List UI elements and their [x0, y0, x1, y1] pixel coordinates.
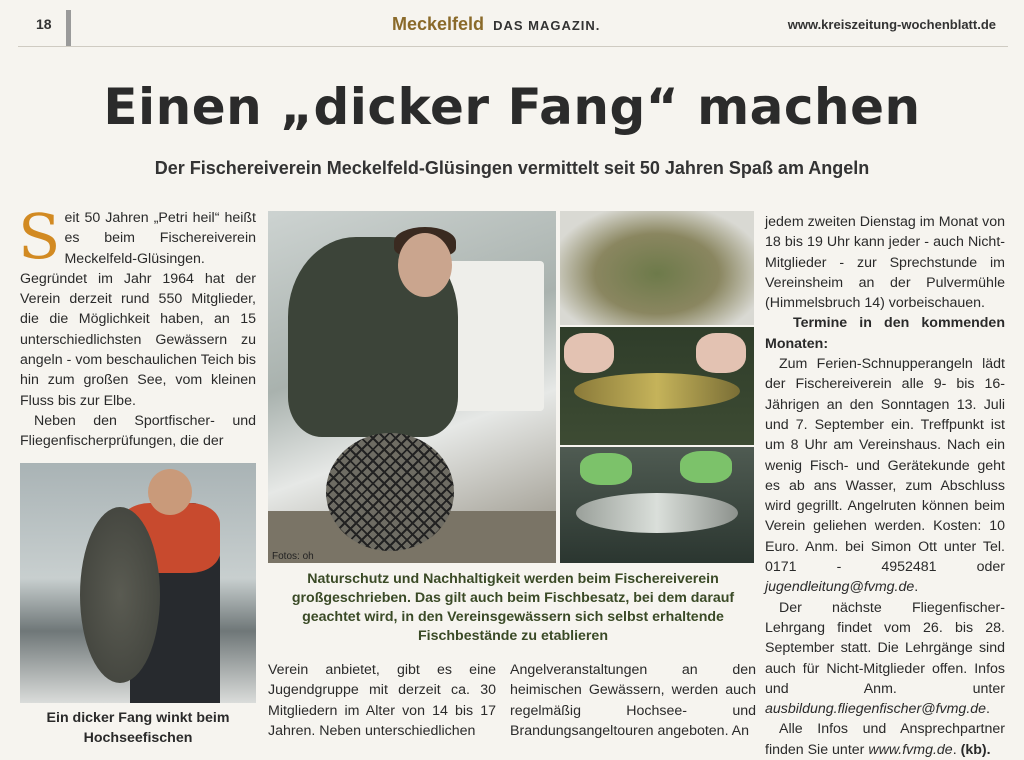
perch-fish — [574, 373, 740, 409]
halibut-fish — [80, 507, 160, 683]
header-url[interactable]: www.kreiszeitung-wochenblatt.de — [787, 17, 996, 32]
punctuation: . — [914, 579, 919, 596]
angler-face — [148, 469, 192, 515]
paragraph: Angelveranstaltungen an den heimischen Gewässern, werden auch regelmäßig Hochsee- und Brandungsangeltouren angeboten. An — [510, 662, 756, 739]
email-link[interactable]: ausbildung.fliegenfischer@fvmg.de — [765, 701, 987, 718]
paragraph: Neben den Sportfischer- und Fliegenfischerprüfungen, die der — [20, 412, 256, 450]
photo-caption-main: Naturschutz und Nachhaltigkeit werden beim Fischereiverein großgeschrieben. Das gilt auch beim Fischbesatz, bei dem darauf geachtet wird, in den Vereinsgewässern sich selbst erhaltende Fischbestände zu etablieren — [291, 571, 735, 644]
paragraph: Verein anbietet, gibt es eine Jugendgruppe mit derzeit ca. 30 Mitgliedern im Alter von 14 bis 17 Jahren. Neben unterschiedlichen — [268, 662, 496, 739]
photo-fish-pile — [560, 211, 754, 325]
punctuation: . — [952, 741, 961, 758]
magazine-name: Meckelfeld — [392, 14, 485, 34]
paragraph — [765, 598, 1005, 720]
text-column-1 — [18, 200, 256, 452]
text-column-4 — [765, 212, 1005, 760]
email-link[interactable]: jugendleitung@fvmg.de — [765, 579, 915, 596]
text-column-3 — [510, 660, 756, 741]
text-column-2 — [268, 660, 496, 741]
hand-left — [564, 333, 614, 373]
hand-right — [696, 333, 746, 373]
paragraph-text: eit 50 Jahren „Petri heil“ heißt es beim Fischereiverein Meckelfeld-Glüsingen. Gegründet im Jahr 1964 hat der Verein derzeit rund 550 Mitglieder, die die Möglichkeit haben, an 15 unterschiedlichsten Gewässern zu angeln - vom beschaulichen Teich bis hin zum großen See, vom kleinen Fluss bis zur Elbe. — [20, 210, 256, 409]
paragraph-text: Zum Ferien-Schnupperangeln lädt der Fischereiverein alle 9- bis 16-Jährigen an den Sonntagen 13. Juli und 7. September ein. Treffpunkt ist um 8 Uhr am Vereinshaus. Nach ein wenig Fisch- und Gerätekunde geht es ab ans Wasser, zum Abschluss wird gegrillt. Angelruten können beim Verein geliehen werden. Kosten: 10 Euro. Anm. bei Simon Ott unter Tel. 0171 - 4952481 oder — [765, 356, 1005, 576]
photo-deep-sea-fishing — [20, 463, 256, 703]
magazine-subtitle: DAS MAGAZIN. — [493, 18, 601, 33]
section-heading: Termine in den kommenden Monaten: — [765, 315, 1005, 352]
magazine-title — [392, 14, 600, 35]
article-subheadline: Der Fischereiverein Meckelfeld-Glüsingen vermittelt seit 50 Jahren Spaß am Angeln — [154, 158, 870, 178]
website-link[interactable]: www.fvmg.de — [868, 741, 953, 758]
author-signature: (kb). — [960, 741, 991, 758]
header-divider — [66, 10, 71, 46]
photo-fish-with-gloves — [560, 447, 754, 563]
paragraph: jedem zweiten Dienstag im Monat von 18 bis 19 Uhr kann jeder - auch Nicht-Mitglieder - zur Sprechstunde im Vereinsheim an der Pulvermühle (Himmelsbruch 14) vorbeischauen. — [765, 214, 1005, 312]
photo-caption-left: Ein dicker Fang winkt beim Hochseefischen — [46, 710, 230, 746]
photo-angler-with-net — [268, 211, 556, 563]
paragraph-text: Der nächste Fliegenfischer-Lehrgang findet vom 26. bis 28. September statt. Die Lehrgänge sind auch für Nicht-Mitglieder offen. Infos und Anm. unter — [765, 599, 1005, 697]
page-number: 18 — [36, 16, 52, 32]
paragraph — [765, 719, 1005, 760]
photo-perch-in-hands — [560, 327, 754, 445]
punctuation: . — [986, 701, 990, 718]
angler-head — [398, 233, 452, 297]
drop-cap: S — [18, 200, 61, 273]
landing-net — [326, 433, 454, 551]
article-headline: Einen „dicker Fang“ machen — [103, 78, 921, 136]
paragraph — [18, 200, 256, 411]
photo-credit: Fotos: oh — [272, 551, 314, 562]
header-rule — [18, 46, 1008, 47]
roach-fish — [576, 493, 738, 533]
paragraph — [765, 354, 1005, 598]
paragraph-text: Alle Infos und Ansprechpartner finden Sie unter — [765, 721, 1005, 758]
glove-left — [580, 453, 632, 485]
glove-right — [680, 451, 732, 483]
